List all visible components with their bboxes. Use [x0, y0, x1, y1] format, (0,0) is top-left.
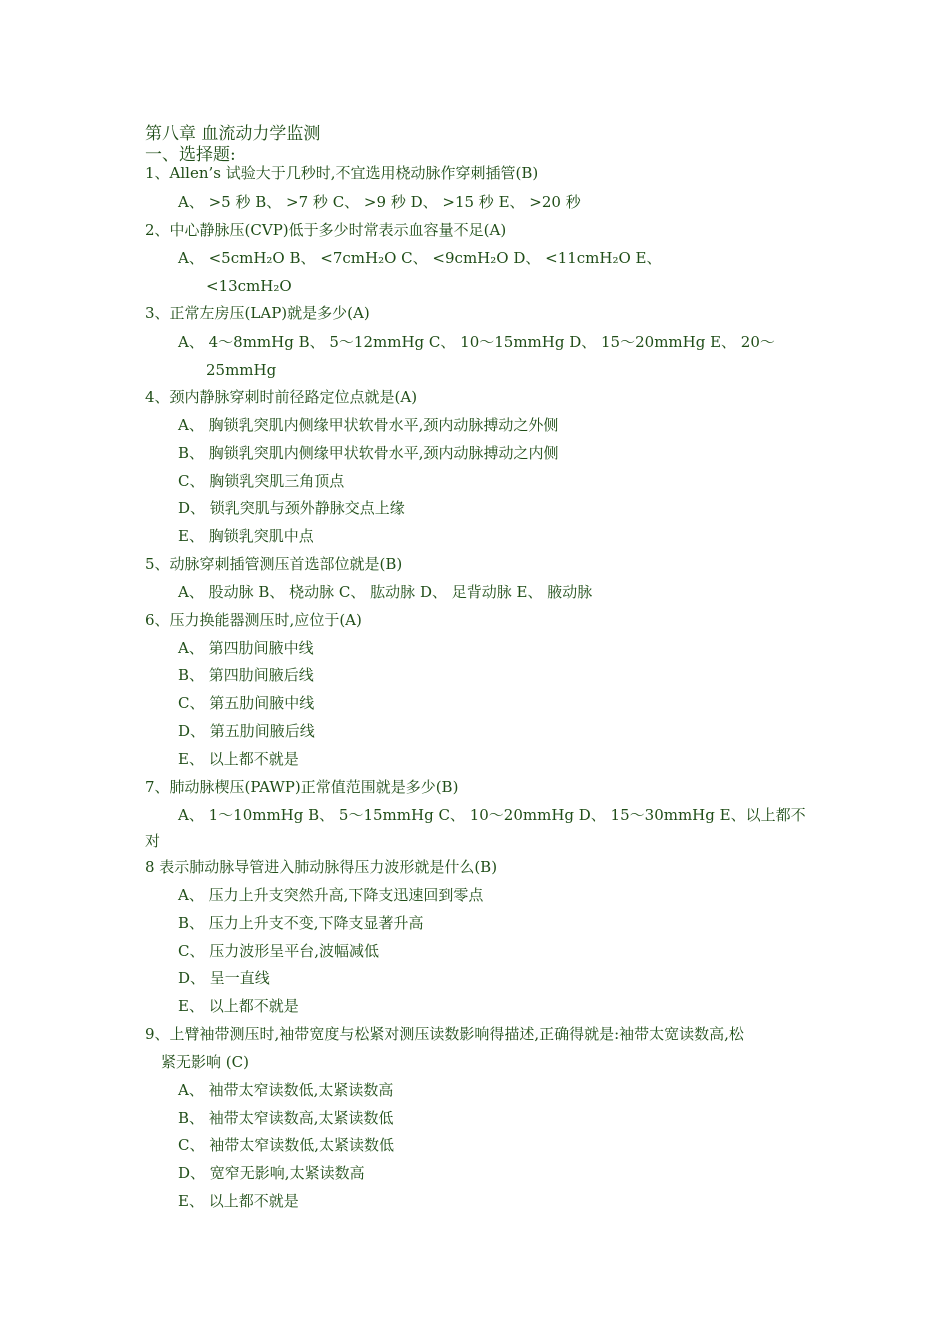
- question-8-option-e: E、 以上都不就是: [178, 997, 299, 1015]
- question-4-option-d: D、 锁乳突肌与颈外静脉交点上缘: [178, 499, 405, 517]
- question-7-options-continued: 对: [145, 832, 161, 850]
- section-title: 一、选择题:: [145, 145, 236, 165]
- question-2-stem: 2、中心静脉压(CVP)低于多少时常表示血容量不足(A): [145, 221, 507, 239]
- question-3-options-continued: 25mmHg: [206, 361, 277, 379]
- question-4-stem: 4、颈内静脉穿刺时前径路定位点就是(A): [145, 388, 418, 406]
- question-5-options: A、 股动脉 B、 桡动脉 C、 肱动脉 D、 足背动脉 E、 腋动脉: [178, 583, 593, 601]
- question-8-stem: 8 表示肺动脉导管进入肺动脉得压力波形就是什么(B): [145, 858, 498, 876]
- question-2-options-continued: <13cmH₂O: [206, 277, 292, 295]
- question-6-option-d: D、 第五肋间腋后线: [178, 722, 315, 740]
- question-9-option-b: B、 袖带太窄读数高,太紧读数低: [178, 1109, 394, 1127]
- question-3-stem: 3、正常左房压(LAP)就是多少(A): [145, 304, 370, 322]
- question-9-option-a: A、 袖带太窄读数低,太紧读数高: [178, 1081, 394, 1099]
- question-7-stem: 7、肺动脉楔压(PAWP)正常值范围就是多少(B): [145, 778, 459, 796]
- question-9-option-e: E、 以上都不就是: [178, 1192, 299, 1210]
- question-7-options: A、 1～10mmHg B、 5～15mmHg C、 10～20mmHg D、 15～30mmHg E、以上都不: [178, 806, 806, 824]
- question-4-option-a: A、 胸锁乳突肌内侧缘甲状软骨水平,颈内动脉搏动之外侧: [178, 416, 559, 434]
- question-9-stem-continued: 紧无影响 (C): [161, 1053, 249, 1071]
- question-1-options: A、 >5 秒 B、 >7 秒 C、 >9 秒 D、 >15 秒 E、 >20 秒: [178, 193, 581, 211]
- question-8-option-d: D、 呈一直线: [178, 969, 270, 987]
- question-4-option-c: C、 胸锁乳突肌三角顶点: [178, 472, 345, 490]
- question-3-options: A、 4～8mmHg B、 5～12mmHg C、 10～15mmHg D、 15～20mmHg E、 20～: [178, 333, 775, 351]
- question-6-stem: 6、压力换能器测压时,应位于(A): [145, 611, 362, 629]
- question-8-option-b: B、 压力上升支不变,下降支显著升高: [178, 914, 424, 932]
- question-6-option-e: E、 以上都不就是: [178, 750, 299, 768]
- question-9-option-c: C、 袖带太窄读数低,太紧读数低: [178, 1136, 395, 1154]
- question-2-options: A、 <5cmH₂O B、 <7cmH₂O C、 <9cmH₂O D、 <11cmH₂O E、: [178, 249, 662, 267]
- chapter-title: 第八章 血流动力学监测: [145, 124, 321, 144]
- question-5-stem: 5、动脉穿刺插管测压首选部位就是(B): [145, 555, 403, 573]
- question-6-option-c: C、 第五肋间腋中线: [178, 694, 315, 712]
- question-6-option-a: A、 第四肋间腋中线: [178, 639, 314, 657]
- question-9-option-d: D、 宽窄无影响,太紧读数高: [178, 1164, 365, 1182]
- question-8-option-a: A、 压力上升支突然升高,下降支迅速回到零点: [178, 886, 484, 904]
- question-9-stem: 9、上臂袖带测压时,袖带宽度与松紧对测压读数影响得描述,正确得就是:袖带太宽读数高,松: [145, 1025, 744, 1043]
- question-8-option-c: C、 压力波形呈平台,波幅减低: [178, 942, 380, 960]
- question-4-option-b: B、 胸锁乳突肌内侧缘甲状软骨水平,颈内动脉搏动之内侧: [178, 444, 559, 462]
- question-4-option-e: E、 胸锁乳突肌中点: [178, 527, 314, 545]
- question-6-option-b: B、 第四肋间腋后线: [178, 666, 314, 684]
- question-1-stem: 1、Allen’s 试验大于几秒时,不宜选用桡动脉作穿刺插管(B): [145, 164, 539, 182]
